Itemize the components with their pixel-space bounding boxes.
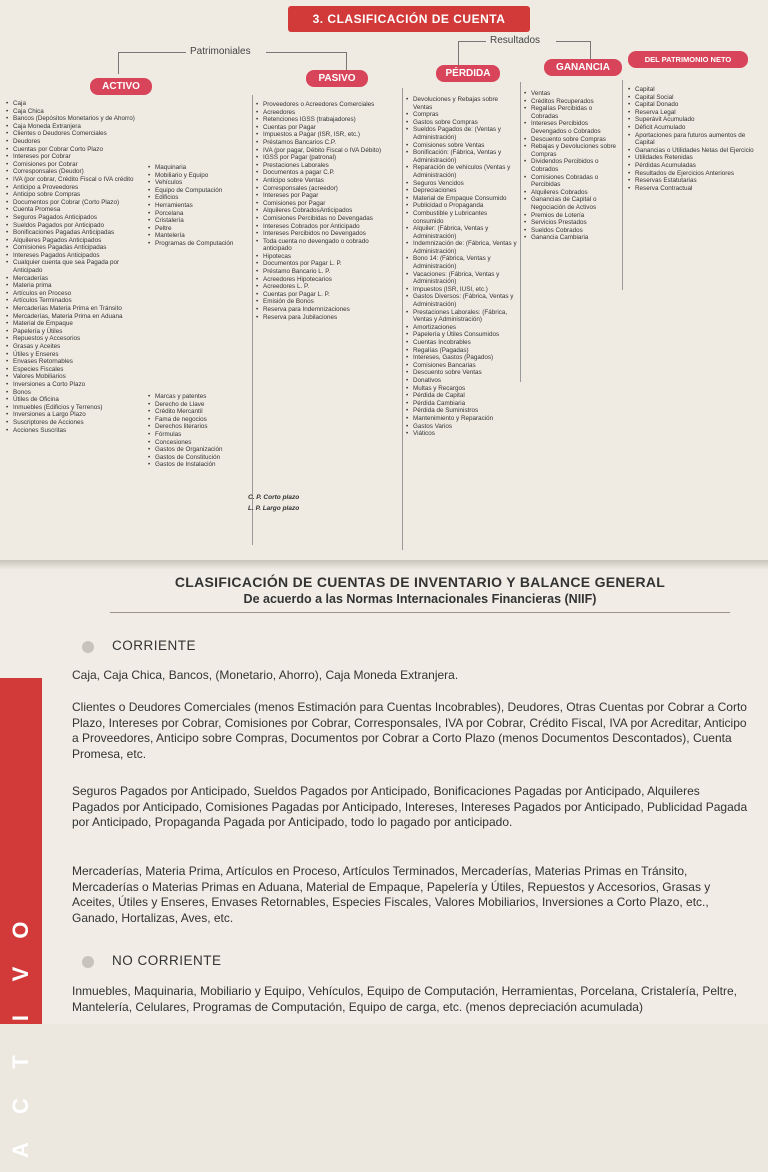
list-item: • Útiles y Enseres (6, 351, 146, 359)
list-item: • Reserva para Indemnizaciones (256, 306, 398, 314)
paragraph-fixed-assets: Inmuebles, Maquinaria, Mobiliario y Equipo, Vehículos, Equipo de Computación, Herramientas, Porcelana, Cristalería, Peltre, Mantelería, Celulares, Programas de Computación, Equipo de carga, etc. (menos depreciación acumulada) (72, 984, 738, 1014)
list-item: • Peltre (148, 225, 248, 233)
ganancia-list (524, 90, 620, 242)
list-item: • Mercaderías Materia Prima en Tránsito (6, 305, 146, 313)
category-perdida: PÉRDIDA (436, 65, 500, 82)
list-item: • Inmuebles (Edificios y Terrenos) (6, 404, 146, 412)
list-item: • Anticipo a Proveedores (6, 184, 146, 192)
list-item: • Premios de Lotería (524, 212, 620, 220)
list-item: • Préstamo Bancario L. P. (256, 268, 398, 276)
column-divider (402, 88, 403, 550)
list-item: • Documentos a pagar C.P. (256, 169, 398, 177)
list-item: • Resultados de Ejercicios Anteriores (628, 170, 762, 178)
list-item: • Utilidades Retenidas (628, 154, 762, 162)
list-item: • Gastos de Instalación (148, 461, 248, 469)
list-item: • Reserva Legal (628, 109, 762, 117)
list-item: • Gastos Diversos: (Fábrica, Ventas y Administración) (406, 293, 518, 308)
list-item: • Comisiones sobre Ventas (406, 142, 518, 150)
bracket-line (346, 52, 347, 70)
category-ganancia: GANANCIA (544, 59, 622, 76)
bracket-line (590, 41, 591, 59)
list-item: • Intereses por Cobrar (6, 153, 146, 161)
paragraph-receivables: Clientes o Deudores Comerciales (menos Estimación para Cuentas Incobrables), Deudores, Otras Cuentas por Cobrar a Corto Plazo, Intereses por Cobrar, Comisiones por Cobrar, Corresponsales, IVA por Cobrar, Crédito Fiscal, IVA por Acreditar, Anticipo a Proveedores, Anticipo sobre Compras, Documentos por Cobrar a Corto Plazo (menos Documentos Descontados), Cuenta Promesa, etc. (72, 700, 747, 761)
list-item: • Repuestos y Accesorios (6, 335, 146, 343)
list-item: • Edificios (148, 194, 248, 202)
list-item: • Mobiliario y Equipo (148, 172, 248, 180)
patrimonio-list (628, 86, 762, 192)
activo-list (6, 100, 146, 434)
list-item: • Equipo de Computación (148, 187, 248, 195)
list-item: • Mercaderías (6, 275, 146, 283)
list-item: • Documentos por Pagar L. P. (256, 260, 398, 268)
list-item: • Materia prima (6, 282, 146, 290)
list-item: • Corresponsales (Deudor) (6, 168, 146, 176)
list-item: • Combustible y Lubricantes consumido (406, 210, 518, 225)
list-item: • Sueldos Pagados de: (Ventas y Administración) (406, 126, 518, 141)
list-item: • Fórmulas (148, 431, 248, 439)
list-item: • Cuenta Promesa (6, 206, 146, 214)
list-item: • Envases Retornables (6, 358, 146, 366)
paragraph-inventory: Mercaderías, Materia Prima, Artículos en Proceso, Artículos Terminados, Mercaderías, Materias Primas en Tránsito, Mercaderías o Materias Primas en Aduana, Material de Empaque, Papelería y Útiles, Repuestos y Accesorios, Grasas y Aceites, Útiles y Enseres, Envases Retornables, Especies Fiscales, Valores Mobiliarios, Inversiones a Corto Plazo, etc., Ganado, Hortalizas, Aves, etc. (72, 864, 711, 925)
list-item: • Intereses Pagados Anticipados (6, 252, 146, 260)
list-item: • Acreedores (256, 109, 398, 117)
list-item: • Reserva para Jubilaciones (256, 314, 398, 322)
list-item: • Derecho de Llave (148, 401, 248, 409)
title-rule (110, 612, 730, 613)
group-label-patrimoniales: Patrimoniales (190, 46, 251, 57)
column-divider (520, 82, 521, 382)
list-item: • IVA (por cobrar, Crédito Fiscal o IVA crédito (6, 176, 146, 184)
bracket-line (458, 41, 486, 42)
list-item: • Seguros Vencidos (406, 180, 518, 188)
list-item: • Valores Mobiliarios (6, 373, 146, 381)
list-item: • Caja Chica (6, 108, 146, 116)
side-label-letter: O (8, 921, 33, 939)
pasivo-list (256, 101, 398, 321)
side-label-bar (0, 678, 42, 1158)
list-item: • Derechos literarios (148, 423, 248, 431)
list-item: • Comisiones Cobradas o Percibidas (524, 174, 620, 189)
list-item: • Proveedores o Acreedores Comerciales (256, 101, 398, 109)
list-item: • Herramientas (148, 202, 248, 210)
paragraph-prepaid: Seguros Pagados por Anticipado, Sueldos Pagados por Anticipado, Bonificaciones Pagadas por Anticipado, Alquileres Pagados por Anticipado, Comisiones Pagadas por Anticipado, Intereses, Intereses Pagados por Anticipado, Publicidad Pagada por Anticipado, Propaganda Pagada por Anticipado, todo lo pagado por anticipado. (72, 784, 748, 829)
column-divider (252, 95, 253, 545)
list-item: • Acreedores L. P. (256, 283, 398, 291)
list-item: • Comisiones por Pagar (256, 200, 398, 208)
note-corto-plazo: C. P. Corto plazo (248, 494, 300, 501)
list-item: • Toda cuenta no devengado o cobrado anticipado (256, 238, 398, 253)
side-label-letter: V (8, 966, 33, 982)
list-item: • Multas y Recargos (406, 385, 518, 393)
list-item: • Comisiones por Cobrar (6, 161, 146, 169)
list-item: • Viáticos (406, 430, 518, 438)
list-item: • Papelería y Útiles (6, 328, 146, 336)
list-item: • Intereses, Gastos (Pagados) (406, 354, 518, 362)
heading-no-corriente: NO CORRIENTE (112, 953, 222, 968)
list-item: • Gastos Varios (406, 423, 518, 431)
page-title: CLASIFICACIÓN DE CUENTAS DE INVENTARIO Y BALANCE GENERAL (174, 574, 666, 590)
list-item: • Fama de negocios (148, 416, 248, 424)
list-item: • Vacaciones: (Fábrica, Ventas y Administración) (406, 271, 518, 286)
list-item: • Especies Fiscales (6, 366, 146, 374)
list-item: • Cuentas por Pagar L. P. (256, 291, 398, 299)
bullet-dot (82, 956, 94, 968)
list-item: • Acreedores Hipotecarios (256, 276, 398, 284)
list-item: • IVA (por pagar, Débito Fiscal o IVA Débito) (256, 147, 398, 155)
list-item: • Intereses Percibidos no Devengados (256, 230, 398, 238)
list-item: • Mantelería (148, 232, 248, 240)
list-item: • Maquinaria (148, 164, 248, 172)
list-item: • Cristalería (148, 217, 248, 225)
list-item: • Intereses Cobrados por Anticipado (256, 223, 398, 231)
list-item: • Préstamos Bancarios C.P. (256, 139, 398, 147)
side-label-letter: C (8, 1098, 33, 1114)
list-item: • Reparación de vehículos (Ventas y Administración) (406, 164, 518, 179)
list-item: • Devoluciones y Rebajas sobre Ventas (406, 96, 518, 111)
page-gutter (0, 560, 768, 570)
perdida-list (406, 96, 518, 438)
list-item: • Corresponsales (acreedor) (256, 185, 398, 193)
list-item: • Gastos de Organización (148, 446, 248, 454)
list-item: • Gastos sobre Compras (406, 119, 518, 127)
activo-intangible-list (148, 393, 248, 469)
list-item: • Porcelana (148, 210, 248, 218)
list-item: • Ventas (524, 90, 620, 98)
list-item: • Bancos (Depósitos Monetarios y de Ahorro) (6, 115, 146, 123)
column-divider (622, 80, 623, 290)
category-activo: ACTIVO (90, 78, 152, 95)
group-label-resultados: Resultados (490, 35, 541, 46)
list-item: • Inversiones a Corto Plazo (6, 381, 146, 389)
list-item: • Superávit Acumulado (628, 116, 762, 124)
list-item: • IGSS por Pagar (patronal) (256, 154, 398, 162)
list-item: • Ganancia Cambiaria (524, 234, 620, 242)
list-item: • Suscriptores de Acciones (6, 419, 146, 427)
list-item: • Donativos (406, 377, 518, 385)
list-item: • Pérdida de Capital (406, 392, 518, 400)
bracket-line (556, 41, 590, 42)
bracket-line (458, 41, 459, 65)
side-label-letter: T (8, 1055, 33, 1069)
list-item: • Material de Empaque Consumido (406, 195, 518, 203)
list-item: • Prestaciones Laborales: (Fábrica, Ventas y Administración) (406, 309, 518, 324)
list-item: • Artículos Terminados (6, 297, 146, 305)
list-item: • Dividendos Percibidos o Cobrados (524, 158, 620, 173)
page-subtitle: De acuerdo a las Normas Internacionales Financieras (NIIF) (243, 592, 597, 606)
classification-page (0, 0, 768, 560)
list-item: • Anticipo sobre Compras (6, 191, 146, 199)
list-item: • Regalías (Pagadas) (406, 347, 518, 355)
list-item: • Ganancias de Capital o Negociación de Activos (524, 196, 620, 211)
list-item: • Alquileres Pagados Anticipados (6, 237, 146, 245)
list-item: • Pérdida de Suministros (406, 407, 518, 415)
list-item: • Alquiler: (Fábrica, Ventas y Administración) (406, 225, 518, 240)
list-item: • Rebajas y Devoluciones sobre Compras (524, 143, 620, 158)
list-item: • Impuestos (ISR, IUSI, etc.) (406, 286, 518, 294)
list-item: • Alquileres Cobrados (524, 189, 620, 197)
list-item: • Material de Empaque (6, 320, 146, 328)
list-item: • Caja (6, 100, 146, 108)
list-item: • Capital (628, 86, 762, 94)
list-item: • Capital Social (628, 94, 762, 102)
list-item: • Intereses por Pagar (256, 192, 398, 200)
list-item: • Impuestos a Pagar (ISR, ISR, etc.) (256, 131, 398, 139)
list-item: • Comisiones Percibidas no Devengadas (256, 215, 398, 223)
list-item: • Regalías Percibidas o Cobradas (524, 105, 620, 120)
list-item: • Servicios Prestados (524, 219, 620, 227)
list-item: • Cuentas Incobrables (406, 339, 518, 347)
list-item: • Cuentas por Pagar (256, 124, 398, 132)
list-item: • Pérdida Cambiaria (406, 400, 518, 408)
list-item: • Útiles de Oficina (6, 396, 146, 404)
list-item: • Indemnización de: (Fábrica, Ventas y Administración) (406, 240, 518, 255)
list-item: • Déficit Acumulado (628, 124, 762, 132)
list-item: • Sueldos Cobrados (524, 227, 620, 235)
list-item: • Prestaciones Laborales (256, 162, 398, 170)
list-item: • Seguros Pagados Anticipados (6, 214, 146, 222)
list-item: • Capital Donado (628, 101, 762, 109)
list-item: • Deudores (6, 138, 146, 146)
list-item: • Depreciaciones (406, 187, 518, 195)
activo-fixed-list (148, 164, 248, 248)
note-largo-plazo: L. P. Largo plazo (248, 505, 300, 512)
list-item: • Artículos en Proceso (6, 290, 146, 298)
list-item: • Inversiones a Largo Plazo (6, 411, 146, 419)
bullet-dot (82, 641, 94, 653)
list-item: • Bonos (6, 389, 146, 397)
bracket-line (118, 52, 186, 53)
category-pasivo: PASIVO (306, 70, 368, 87)
list-item: • Compras (406, 111, 518, 119)
list-item: • Concesiones (148, 439, 248, 447)
side-label-text (0, 908, 42, 1172)
list-item: • Mantenimiento y Reparación (406, 415, 518, 423)
category-patrimonio-neto: DEL PATRIMONIO NETO (628, 51, 748, 68)
heading-corriente: CORRIENTE (112, 638, 197, 653)
list-item: • Intereses Percibidos Devengados o Cobrados (524, 120, 620, 135)
list-item: • Anticipo sobre Ventas (256, 177, 398, 185)
list-item: • Acciones Suscritas (6, 427, 146, 435)
list-item: • Reservas Estatutarias (628, 177, 762, 185)
paragraph-cash: Caja, Caja Chica, Bancos, (Monetario, Ahorro), Caja Moneda Extranjera. (72, 668, 459, 682)
list-item: • Sueldos Pagados por Anticipado (6, 222, 146, 230)
list-item: • Hipotecas (256, 253, 398, 261)
list-item: • Bono 14: (Fábrica, Ventas y Administración) (406, 255, 518, 270)
list-item: • Mercaderías, Materia Prima en Aduana (6, 313, 146, 321)
list-item: • Ganancias o Utilidades Netas del Ejercicio (628, 147, 762, 155)
list-item: • Gastos de Constitución (148, 454, 248, 462)
section-title: 3. CLASIFICACIÓN DE CUENTA (288, 6, 530, 32)
list-item: • Reserva Contractual (628, 185, 762, 193)
list-item: • Crédito Mercantil (148, 408, 248, 416)
list-item: • Grasas y Aceites (6, 343, 146, 351)
balance-page (0, 560, 768, 1158)
list-item: • Cuentas por Cobrar Corto Plazo (6, 146, 146, 154)
list-item: • Descuento sobre Compras (524, 136, 620, 144)
side-label-letter: I (8, 1014, 33, 1022)
list-item: • Vehículos (148, 179, 248, 187)
list-item: • Cualquier cuenta que sea Pagada por Anticipado (6, 259, 146, 274)
list-item: • Pérdidas Acumuladas (628, 162, 762, 170)
list-item: • Emisión de Bonos (256, 298, 398, 306)
list-item: • Comisiones Bancarias (406, 362, 518, 370)
list-item: • Bonificaciones Pagadas Anticipadas (6, 229, 146, 237)
list-item: • Programas de Computación (148, 240, 248, 248)
list-item: • Descuento sobre Ventas (406, 369, 518, 377)
list-item: • Amortizaciones (406, 324, 518, 332)
list-item: • Documentos por Cobrar (Corto Plazo) (6, 199, 146, 207)
list-item: • Comisiones Pagadas Anticipadas (6, 244, 146, 252)
list-item: • Retenciones IGSS (trabajadores) (256, 116, 398, 124)
list-item: • Créditos Recuperados (524, 98, 620, 106)
list-item: • Aportaciones para futuros aumentos de Capital (628, 132, 762, 147)
bracket-line (266, 52, 346, 53)
list-item: • Papelería y Útiles Consumidos (406, 331, 518, 339)
list-item: • Marcas y patentes (148, 393, 248, 401)
list-item: • Publicidad o Propaganda (406, 202, 518, 210)
list-item: • Caja Moneda Extranjera (6, 123, 146, 131)
bracket-line (118, 52, 119, 74)
list-item: • Alquileres CobradosAnticipados (256, 207, 398, 215)
list-item: • Bonificación: (Fábrica, Ventas y Administración) (406, 149, 518, 164)
side-label-letter: A (8, 1142, 33, 1158)
list-item: • Clientes o Deudores Comerciales (6, 130, 146, 138)
